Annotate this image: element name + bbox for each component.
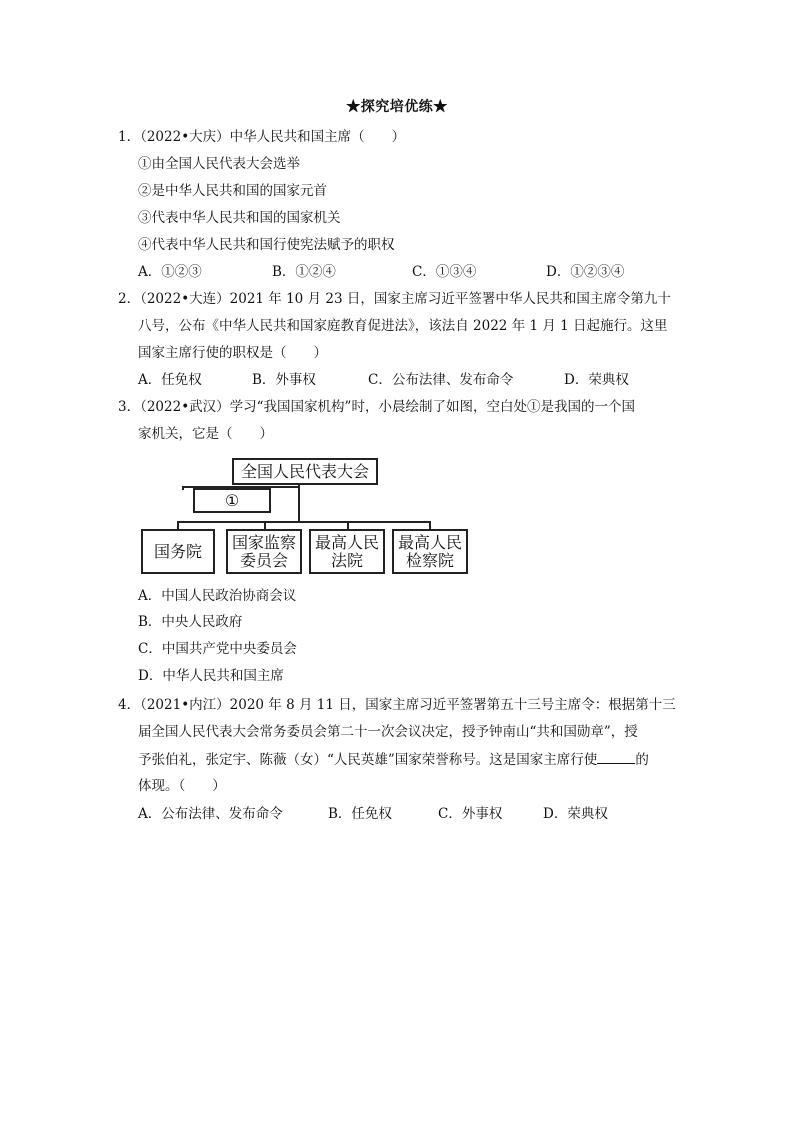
section-title: ★探究培优练★ bbox=[346, 99, 448, 115]
question-4-stem-line-3 bbox=[138, 750, 649, 769]
supreme-court-label-2: 法院 bbox=[330, 550, 363, 570]
question-4-option-c[interactable]: C．外事权 bbox=[438, 806, 503, 822]
supreme-procuratorate-box bbox=[392, 529, 468, 574]
question-2-option-d[interactable]: D．荣典权 bbox=[564, 372, 629, 388]
state-council-box bbox=[141, 529, 215, 574]
npc-box bbox=[232, 458, 378, 485]
blank-label: ① bbox=[224, 490, 240, 510]
question-2-option-a[interactable]: A．任免权 bbox=[138, 372, 202, 388]
question-1-option-d[interactable]: D．①②③④ bbox=[546, 264, 625, 280]
question-3-stem-line-2: 家机关，它是（ ） bbox=[138, 426, 273, 442]
supervision-commission-label-2: 委员会 bbox=[239, 550, 288, 570]
supervision-commission-label-1: 国家监察 bbox=[231, 532, 296, 552]
question-1-item-2: ②是中华人民共和国的国家元首 bbox=[138, 183, 327, 199]
question-3-option-b[interactable]: B．中央人民政府 bbox=[138, 614, 243, 630]
question-2-option-b[interactable]: B．外事权 bbox=[252, 372, 316, 388]
supreme-court-label-1: 最高人民 bbox=[314, 532, 379, 552]
answer-blank[interactable] bbox=[597, 750, 635, 764]
question-3-option-a[interactable]: A．中国人民政治协商会议 bbox=[138, 588, 297, 604]
blank-box bbox=[193, 488, 271, 513]
question-4-stem-line-1: 4．（2021•内江）2020 年 8 月 11 日，国家主席习近平签署第五十三号主席令：根据第十三 bbox=[118, 697, 676, 713]
question-2-stem-line-2: 八号，公布《中华人民共和国家庭教育促进法》，该法自 2022 年 1 月 1 日起施行。这里 bbox=[138, 318, 668, 334]
connector-bottom-horizontal bbox=[177, 521, 429, 523]
question-2-stem-line-1: 2．（2022•大连）2021 年 10 月 23 日，国家主席习近平签署中华人民共和国主席令第九十 bbox=[118, 291, 671, 307]
question-3-option-c[interactable]: C．中国共产党中央委员会 bbox=[138, 641, 297, 657]
question-1-item-3: ③代表中华人民共和国的国家机关 bbox=[138, 210, 341, 226]
question-3-option-d[interactable]: D．中华人民共和国主席 bbox=[138, 668, 284, 684]
npc-label: 全国人民代表大会 bbox=[240, 461, 369, 481]
supreme-court-box bbox=[309, 529, 385, 574]
question-4-option-b[interactable]: B．任免权 bbox=[328, 806, 392, 822]
connector-top-vertical bbox=[298, 484, 300, 522]
connector-blank-drop bbox=[182, 486, 184, 490]
supreme-procuratorate-label-1: 最高人民 bbox=[397, 532, 462, 552]
question-1-stem: 1．（2022•大庆）中华人民共和国主席（ ） bbox=[118, 129, 406, 145]
question-1-option-c[interactable]: C．①③④ bbox=[412, 264, 477, 280]
question-2-option-c[interactable]: C．公布法律、发布命令 bbox=[368, 372, 514, 388]
question-4-option-d[interactable]: D．荣典权 bbox=[543, 806, 608, 822]
question-1-option-a[interactable]: A．①②③ bbox=[138, 264, 202, 280]
supreme-procuratorate-label-2: 检察院 bbox=[405, 550, 454, 570]
question-4-stem-line-2: 届全国人民代表大会常务委员会第二十一次会议决定，授予钟南山“共和国勋章”，授 bbox=[138, 724, 638, 740]
question-4-option-a[interactable]: A．公布法律、发布命令 bbox=[138, 806, 283, 822]
question-3-stem-line-1: 3．（2022•武汉）学习“我国国家机构”时，小晨绘制了如图，空白处①是我国的一个国 bbox=[118, 399, 635, 415]
question-1-item-1: ①由全国人民代表大会选举 bbox=[138, 156, 300, 172]
question-1-option-b[interactable]: B．①②④ bbox=[272, 264, 336, 280]
question-4-stem-line-4: 体现。（ ） bbox=[138, 778, 226, 794]
question-4-stem-line-3-text: 予张伯礼，张定宇、陈薇（女）“人民英雄”国家荣誉称号。这是国家主席行使 bbox=[138, 752, 598, 768]
question-2-stem-line-3: 国家主席行使的职权是（ ） bbox=[138, 345, 327, 361]
question-4-stem-line-3-tail: 的 bbox=[635, 752, 649, 768]
state-council-label: 国务院 bbox=[153, 541, 202, 561]
state-organs-diagram bbox=[140, 456, 470, 578]
question-1-item-4: ④代表中华人民共和国行使宪法赋予的职权 bbox=[138, 237, 395, 253]
supervision-commission-box bbox=[226, 529, 302, 574]
